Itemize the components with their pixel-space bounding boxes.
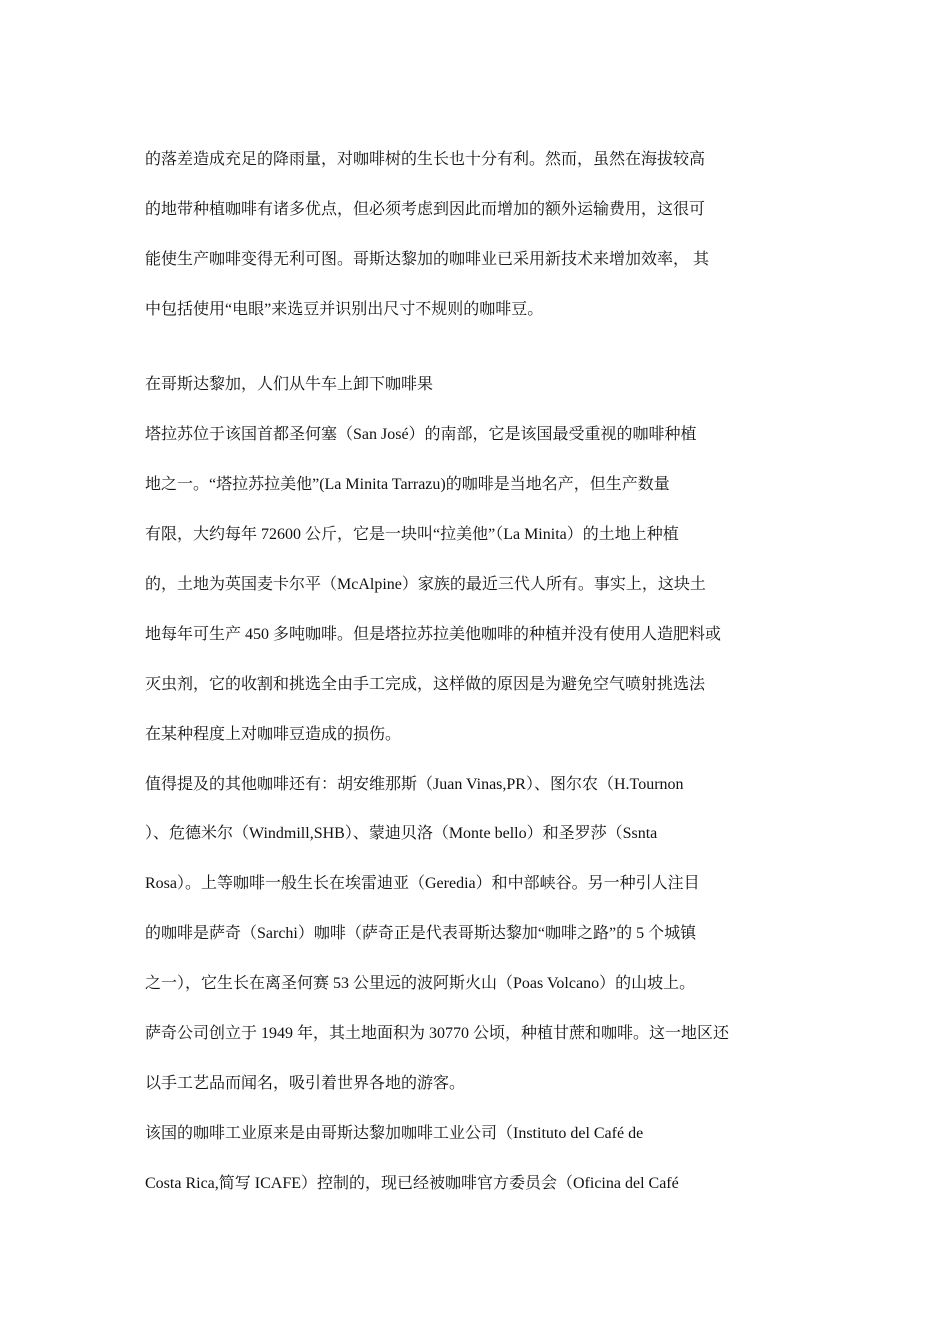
text-line: 灭虫剂，它的收割和挑选全由手工完成，这样做的原因是为避免空气喷射挑选法 [145,676,706,693]
text-line: 萨奇公司创立于 1949 年，其土地面积为 30770 公顷，种植甘蔗和咖啡。这一地区还 [145,1025,730,1042]
text-line: 的落差造成充足的降雨量，对咖啡树的生长也十分有利。然而，虽然在海拔较高 [145,151,706,168]
text-line: 值得提及的其他咖啡还有：胡安维那斯（Juan Vinas,PR）、图尔农（H.Tournon [145,776,684,793]
text-line: 能使生产咖啡变得无利可图。哥斯达黎加的咖啡业已采用新技术来增加效率， 其 [145,251,710,268]
text-line: 塔拉苏位于该国首都圣何塞（San José）的南部，它是该国最受重视的咖啡种植 [145,426,697,443]
text-line: 中包括使用“电眼”来选豆并识别出尺寸不规则的咖啡豆。 [145,301,544,318]
text-line: Costa Rica,简写 ICAFE）控制的，现已经被咖啡官方委员会（Oficina del Café [145,1175,679,1192]
text-line: 在某种程度上对咖啡豆造成的损伤。 [145,726,402,743]
text-line: 以手工艺品而闻名，吸引着世界各地的游客。 [145,1075,466,1092]
text-line: 之一），它生长在离圣何赛 53 公里远的波阿斯火山（Poas Volcano）的山坡上。 [145,975,696,992]
photo-caption: 在哥斯达黎加，人们从牛车上卸下咖啡果 [145,376,434,393]
text-line: 有限，大约每年 72600 公斤，它是一块叫“拉美他”（La Minita）的土地上种植 [145,526,679,543]
text-line: 的咖啡是萨奇（Sarchi）咖啡（萨奇正是代表哥斯达黎加“咖啡之路”的 5 个城镇 [145,925,697,942]
text-line: 的，土地为英国麦卡尔平（McAlpine）家族的最近三代人所有。事实上，这块土 [145,576,706,593]
text-line: 该国的咖啡工业原来是由哥斯达黎加咖啡工业公司（Instituto del Café de [145,1125,644,1142]
text-line: 地每年可生产 450 多吨咖啡。但是塔拉苏拉美他咖啡的种植并没有使用人造肥料或 [145,626,722,643]
text-line: Rosa）。上等咖啡一般生长在埃雷迪亚（Geredia）和中部峡谷。另一种引人注目 [145,875,700,892]
text-line: 地之一。“塔拉苏拉美他”(La Minita Tarrazu)的咖啡是当地名产，但生产数量 [145,476,670,493]
text-line: 的地带种植咖啡有诸多优点，但必须考虑到因此而增加的额外运输费用，这很可 [145,201,706,218]
text-line: ）、危德米尔（Windmill,SHB）、蒙迪贝洛（Monte bello）和圣罗莎（Ssnta [145,825,658,842]
